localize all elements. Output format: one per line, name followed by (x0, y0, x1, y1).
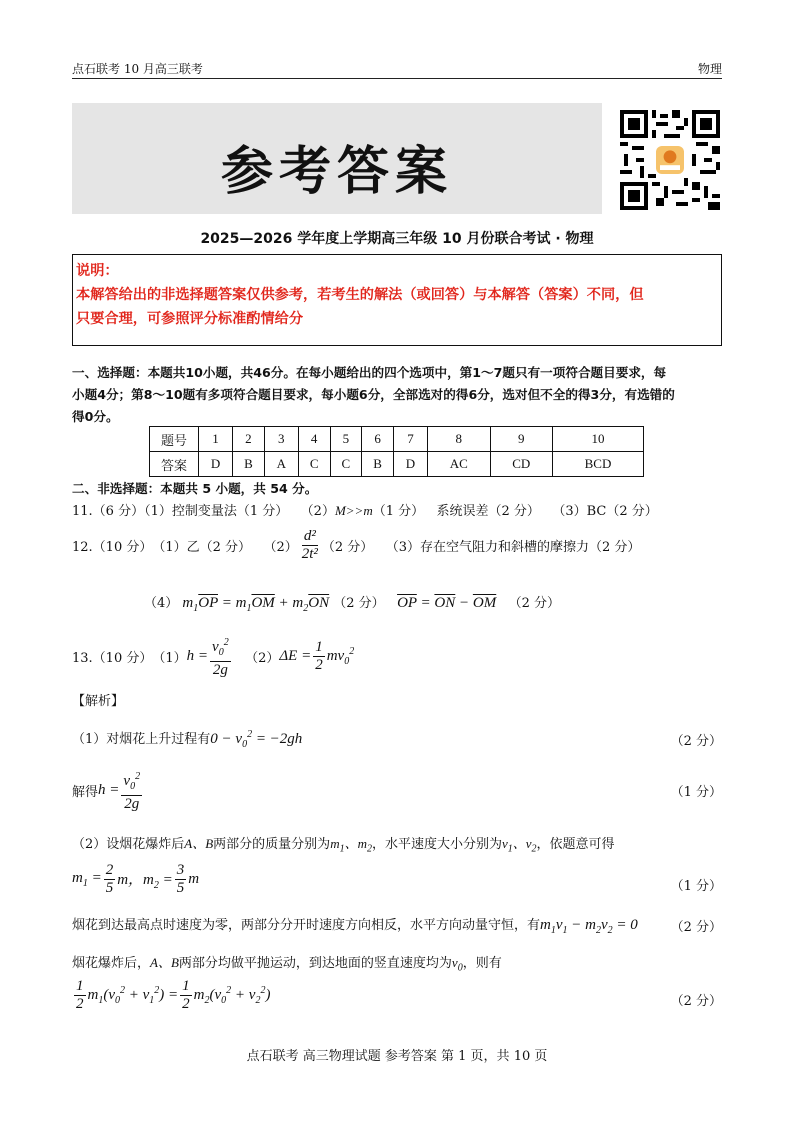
q12-equation-1: $m_1\overline{OP} = m_1\overline{OM} + m_2\overline{ON}$ (182, 595, 330, 614)
q11-part1: （1）控制变量法（1 分） (144, 504, 289, 519)
solution-step-7-fraction-2: $\frac{1}{2}$ (182, 978, 190, 1012)
table-cell: C (298, 452, 330, 477)
table-header-cell: 答案 (150, 452, 199, 477)
q12-equation-1-score: （2 分） (333, 596, 385, 611)
q12-fraction-denominator: 2t² (301, 546, 318, 562)
solution-step-6-text-a: 烟花爆炸后， (72, 956, 151, 971)
solution-step-1-score: （2 分） (670, 734, 722, 749)
q11-part2-extra: 系统误差（2 分） (436, 504, 540, 519)
solution-step-2-text: 解得 (72, 785, 99, 800)
solution-step-3-text-d: ，依题意可得 (536, 837, 615, 852)
q12-fraction-numerator: d² (303, 528, 316, 544)
solution-step-5 (72, 914, 638, 936)
q12-number: 12.（10 分） (72, 540, 153, 555)
solution-step-3-speeds: $v_1$、$v_2$ (501, 836, 537, 855)
table-row (150, 452, 644, 477)
solution-step-6-text-c: ，则有 (462, 956, 502, 971)
table-cell: CD (490, 452, 553, 477)
solution-step-4-m2: m，$m_2$ = (117, 872, 173, 891)
table-cell: 4 (298, 427, 330, 452)
table-cell: D (199, 452, 233, 477)
solution-step-4-m1: $m_1$ = (72, 870, 102, 889)
exam-subtitle: 2025—2026 学年度上学期高三年级 10 月份联合考试 · 物理 (200, 231, 594, 247)
solution-step-4-fraction-1: $\frac{2}{5}$ (105, 862, 114, 896)
solution-step-6-ab: A、B (150, 955, 179, 970)
q13-line (72, 634, 354, 679)
q12-equation-2: $\overline{OP} = \overline{ON} - \overline{OM}$ (397, 595, 497, 611)
answer-table (149, 426, 644, 477)
header-right: 物理 (697, 62, 722, 76)
solution-step-3-text-a: （2）设烟花爆炸后 (72, 837, 185, 852)
solution-step-7-left: $m_1(v_0^2 + v_1^2)$ = (87, 985, 179, 1006)
table-cell: B (362, 452, 394, 477)
q12-equation-2-score: （2 分） (508, 596, 561, 611)
section1-line-1: 一、选择题：本题共10小题，共46分。在每小题给出的四个选项中，第1～7题只有一项符合题目要求，每 (72, 365, 667, 380)
q13-part1-answer: h = (186, 648, 209, 664)
q11-part2-label: （2） (300, 504, 335, 519)
section1-line-2: 小题4分；第8～10题有多项符合题目要求，每小题6分，全部选对的得6分，选对但不全的得3分，有选错的 (72, 387, 675, 402)
q12-line (72, 528, 640, 563)
page-title: 参考答案 (220, 141, 453, 202)
q12-part4-label: （4） (144, 596, 179, 611)
table-header-cell: 题号 (150, 427, 199, 452)
q13-part2-fraction: $\frac{1}{2}$ (315, 639, 323, 673)
solution-step-4-m: m (188, 871, 200, 887)
solution-step-7 (72, 978, 270, 1013)
q11-line (72, 500, 658, 519)
analysis-heading: 【解析】 (72, 694, 125, 709)
solution-step-3-text-c: ，水平速度大小分别为 (371, 837, 502, 852)
table-cell: 9 (490, 427, 553, 452)
table-cell: A (264, 452, 298, 477)
q13-number: 13.（10 分） (72, 651, 153, 666)
q12-part1: （1）乙（2 分） (152, 540, 252, 555)
solution-step-2-score: （1 分） (670, 785, 722, 800)
table-cell: C (330, 452, 362, 477)
section2-title: 二、非选择题：本题共 5 小题，共 54 分。 (72, 481, 318, 496)
solution-step-1-text: （1）对烟花上升过程有 (72, 732, 211, 747)
note-box (72, 254, 722, 346)
q12-part2-score: （2 分） (321, 540, 374, 555)
solution-step-3-text-b: 两部分的质量分别为 (213, 837, 331, 852)
q11-part3: （3）BC（2 分） (552, 504, 658, 519)
q12-part2-label: （2） (263, 540, 298, 555)
table-cell: 2 (233, 427, 265, 452)
solution-step-7-right: $m_2(v_0^2 + v_2^2)$ (193, 985, 271, 1006)
table-row (150, 427, 644, 452)
q11-part2-answer: M>>m (334, 503, 373, 518)
q13-part2-label: （2） (245, 651, 280, 666)
solution-step-7-fraction-1: $\frac{1}{2}$ (76, 978, 84, 1012)
solution-step-2 (72, 768, 144, 813)
solution-step-6-text-b: 两部分均做平抛运动，到达地面的竖直速度均为 (178, 956, 452, 971)
solution-step-2-equation: h = (98, 782, 120, 798)
solution-step-6-v0: $v_0$ (451, 955, 463, 974)
q12-part4-line (144, 592, 560, 614)
table-cell: BCD (553, 452, 644, 477)
solution-step-1-equation: $0 - v_0^2 = -2gh$ (210, 729, 303, 750)
q12-fraction (300, 528, 320, 563)
solution-step-3-masses: $m_1$、$m_2$ (330, 836, 372, 855)
solution-step-5-equation: $m_1v_1 - m_2v_2 = 0$ (540, 917, 638, 936)
table-cell: B (233, 452, 265, 477)
solution-step-5-score: （2 分） (670, 920, 722, 935)
q11-part2-score: （1 分） (372, 504, 425, 519)
q13-part2-answer-rest: $mv_0^2$ (326, 646, 355, 667)
table-cell: 5 (330, 427, 362, 452)
table-cell: 8 (428, 427, 491, 452)
q13-part2-answer: ΔE = (279, 648, 312, 664)
q13-part1-fraction: $\frac{v_0^2}{2g}$ (210, 634, 231, 679)
title-banner (72, 103, 602, 214)
section1-line-3: 得0分。 (72, 409, 119, 424)
solution-step-3 (72, 833, 615, 855)
table-cell: D (393, 452, 427, 477)
solution-step-3-ab: A、B (184, 836, 214, 851)
solution-step-4-fraction-2: $\frac{3}{5}$ (176, 862, 185, 896)
note-line-2: 只要合理，可参照评分标准酌情给分 (76, 311, 304, 327)
qr-code (620, 110, 720, 210)
table-cell: 7 (393, 427, 427, 452)
note-label: 说明： (76, 263, 119, 279)
solution-step-5-text: 烟花到达最高点时速度为零，两部分分开时速度方向相反，水平方向动量守恒，有 (72, 918, 541, 933)
table-cell: 6 (362, 427, 394, 452)
solution-step-2-fraction: $\frac{v_0^2}{2g}$ (121, 768, 142, 813)
solution-step-7-score: （2 分） (670, 994, 722, 1009)
table-cell: AC (428, 452, 491, 477)
table-cell: 10 (553, 427, 644, 452)
solution-step-1 (72, 728, 302, 750)
solution-step-4-score: （1 分） (670, 879, 722, 894)
q13-part1-label: （1） (152, 651, 187, 666)
page-footer: 点石联考 高三物理试题 参考答案 第 1 页，共 10 页 (246, 1049, 548, 1064)
note-line-1: 本解答给出的非选择题答案仅供参考，若考生的解法（或回答）与本解答（答案）不同，但 (76, 287, 644, 303)
solution-step-6 (72, 952, 502, 974)
header-rule (72, 78, 722, 79)
solution-step-4 (72, 862, 199, 897)
table-cell: 1 (199, 427, 233, 452)
q11-number: 11.（6 分） (72, 504, 145, 519)
header-left: 点石联考 10 月高三联考 (72, 62, 203, 76)
table-cell: 3 (264, 427, 298, 452)
q12-part3: （3）存在空气阻力和斜槽的摩擦力（2 分） (385, 540, 641, 555)
